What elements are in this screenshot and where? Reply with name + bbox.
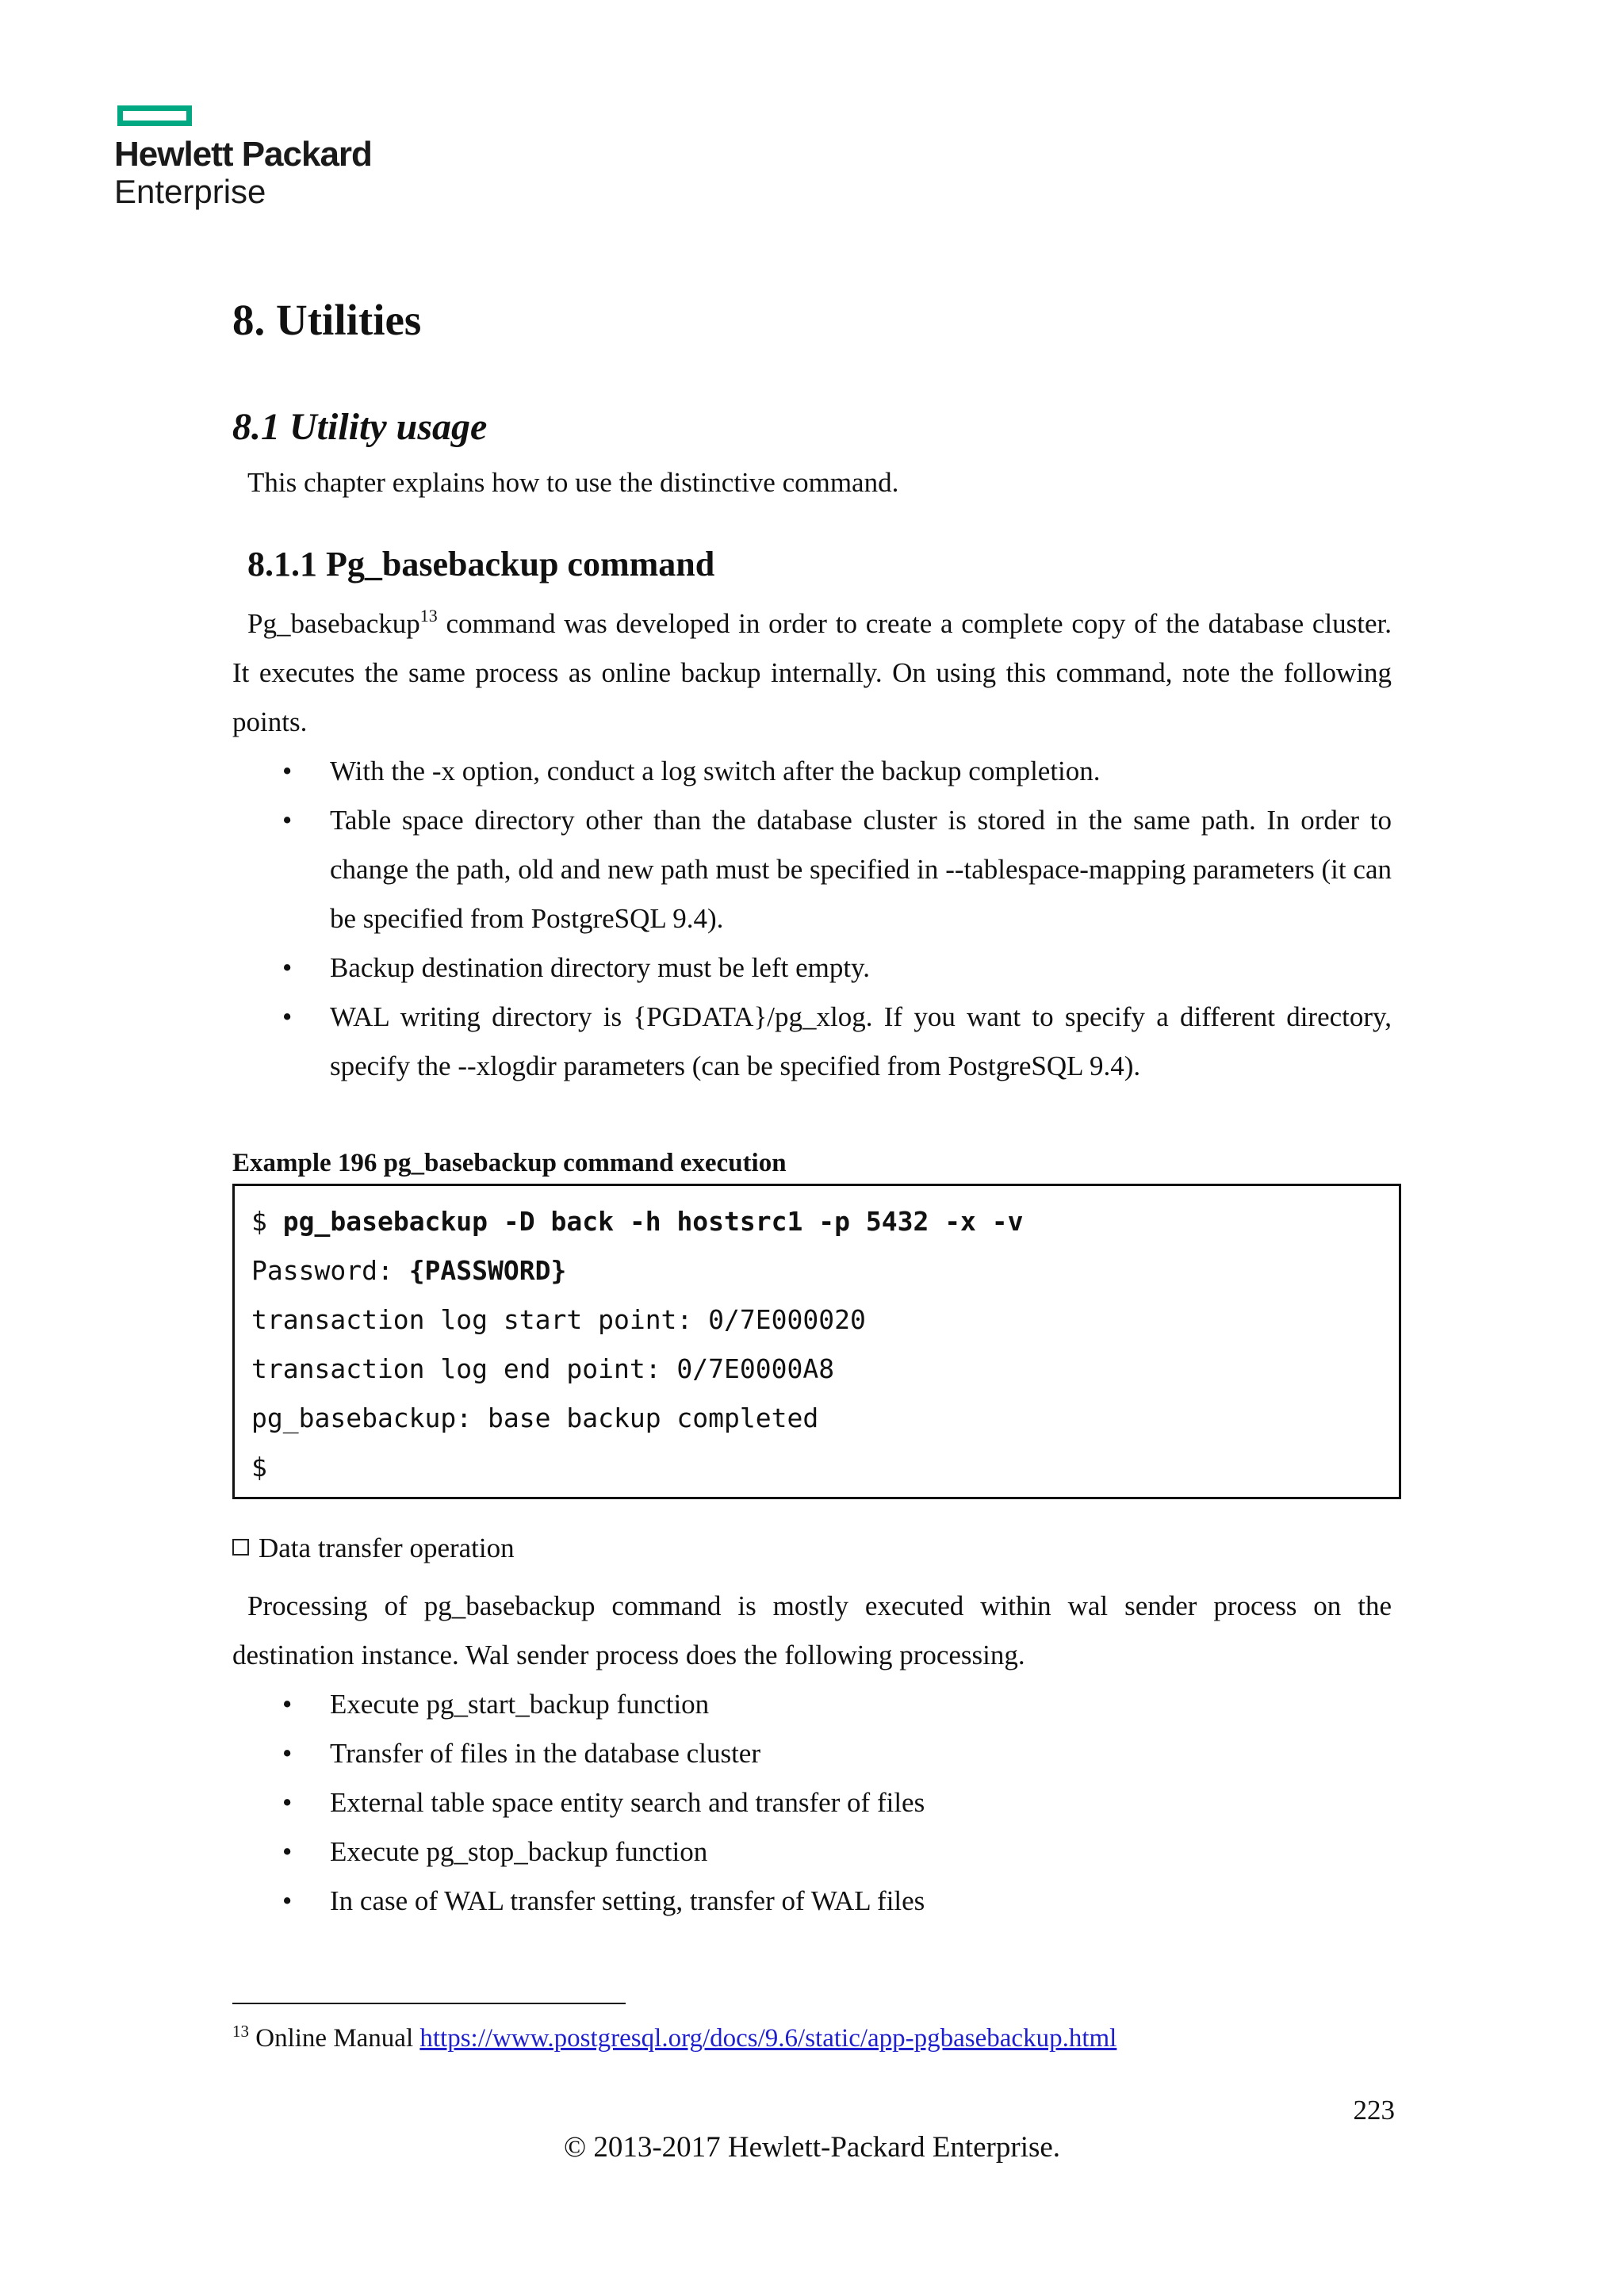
subsection-paragraph bbox=[232, 599, 1392, 747]
code-line-command bbox=[251, 1197, 1399, 1246]
list-item-text: Table space directory other than the database cluster is stored in the same path. In order to change the path, old and new path must be specified in --tablespace-mapping parameters (it can be specified from PostgreSQL 9.4). bbox=[330, 805, 1392, 934]
list-item-text: Execute pg_start_backup function bbox=[330, 1689, 710, 1720]
processing-list bbox=[232, 1680, 1392, 1926]
section-intro: This chapter explains how to use the distinctive command. bbox=[247, 467, 899, 498]
code-line-final-prompt: $ bbox=[251, 1452, 267, 1483]
list-item-text: In case of WAL transfer setting, transfer of WAL files bbox=[330, 1885, 925, 1916]
bullet-icon: • bbox=[282, 805, 293, 836]
list-item-text: Execute pg_stop_backup function bbox=[330, 1836, 708, 1867]
code-password-value: {PASSWORD} bbox=[408, 1255, 567, 1286]
list-item-text: With the -x option, conduct a log switch after the backup completion. bbox=[330, 756, 1101, 786]
data-transfer-paragraph: Processing of pg_basebackup command is mostly executed within wal sender process on the destination instance. Wal sender process does the following processing. bbox=[232, 1590, 1392, 1670]
square-bullet-icon bbox=[232, 1539, 249, 1556]
list-item-text: Backup destination directory must be left empty. bbox=[330, 952, 871, 983]
example-caption: Example 196 pg_basebackup command execution bbox=[232, 1149, 787, 1177]
list-item-text: WAL writing directory is {PGDATA}/pg_xlog. If you want to specify a different directory, specify the --xlogdir parameters (can be specified from PostgreSQL 9.4). bbox=[330, 1001, 1392, 1081]
list-item bbox=[232, 1877, 1392, 1926]
list-item bbox=[232, 796, 1392, 943]
section-title: 8.1 Utility usage bbox=[232, 406, 488, 448]
bullet-icon: • bbox=[282, 952, 293, 983]
bullet-icon: • bbox=[282, 1001, 293, 1032]
data-transfer-heading-text: Data transfer operation bbox=[259, 1533, 515, 1563]
notes-list bbox=[232, 747, 1392, 1091]
code-password-label: Password: bbox=[251, 1255, 409, 1286]
code-prompt: $ bbox=[251, 1206, 283, 1237]
footnote-link[interactable]: https://www.postgresql.org/docs/9.6/static/app-pgbasebackup.html bbox=[419, 2024, 1117, 2053]
list-item bbox=[232, 1680, 1392, 1729]
code-line-password bbox=[251, 1246, 1399, 1295]
code-command: pg_basebackup -D back -h hostsrc1 -p 5432 -x -v bbox=[282, 1206, 1024, 1237]
footnote-divider bbox=[232, 2003, 626, 2004]
list-item bbox=[232, 943, 1392, 993]
list-item bbox=[232, 1827, 1392, 1877]
list-item-text: External table space entity search and transfer of files bbox=[330, 1787, 925, 1818]
logo-text-line1: Hewlett Packard bbox=[114, 135, 372, 174]
footnote-text: Online Manual bbox=[249, 2024, 420, 2053]
page-number: 223 bbox=[1353, 2095, 1395, 2126]
list-item bbox=[232, 1729, 1392, 1778]
list-item bbox=[232, 1778, 1392, 1827]
footnote-number: 13 bbox=[232, 2022, 249, 2041]
list-item bbox=[232, 993, 1392, 1091]
list-item-text: Transfer of files in the database cluster bbox=[330, 1738, 760, 1769]
bullet-icon: • bbox=[282, 756, 293, 786]
code-line-output: transaction log start point: 0/7E000020 bbox=[251, 1304, 866, 1335]
bullet-icon: • bbox=[282, 1787, 293, 1818]
subsection-title: 8.1.1 Pg_basebackup command bbox=[247, 545, 715, 584]
logo-text-line2: Enterprise bbox=[114, 173, 266, 210]
bullet-icon: • bbox=[282, 1689, 293, 1720]
data-transfer-heading bbox=[232, 1533, 515, 1564]
footnote-ref[interactable]: 13 bbox=[419, 606, 438, 626]
code-line-output: transaction log end point: 0/7E0000A8 bbox=[251, 1353, 835, 1384]
list-item bbox=[232, 747, 1392, 796]
hpe-logo-mark bbox=[117, 105, 192, 126]
bullet-icon: • bbox=[282, 1836, 293, 1867]
paragraph-term: Pg_basebackup bbox=[247, 608, 420, 639]
code-block bbox=[232, 1184, 1401, 1499]
code-line-output: pg_basebackup: base backup completed bbox=[251, 1402, 819, 1433]
copyright-notice: © 2013-2017 Hewlett-Packard Enterprise. bbox=[563, 2131, 1061, 2164]
bullet-icon: • bbox=[282, 1738, 293, 1769]
footnote bbox=[232, 2024, 1116, 2053]
chapter-title: 8. Utilities bbox=[232, 296, 422, 344]
paragraph-text: command was developed in order to create a complete copy of the database cluster. It executes the same process as online backup internally. On using this command, note the following points. bbox=[232, 608, 1392, 737]
bullet-icon: • bbox=[282, 1885, 293, 1916]
